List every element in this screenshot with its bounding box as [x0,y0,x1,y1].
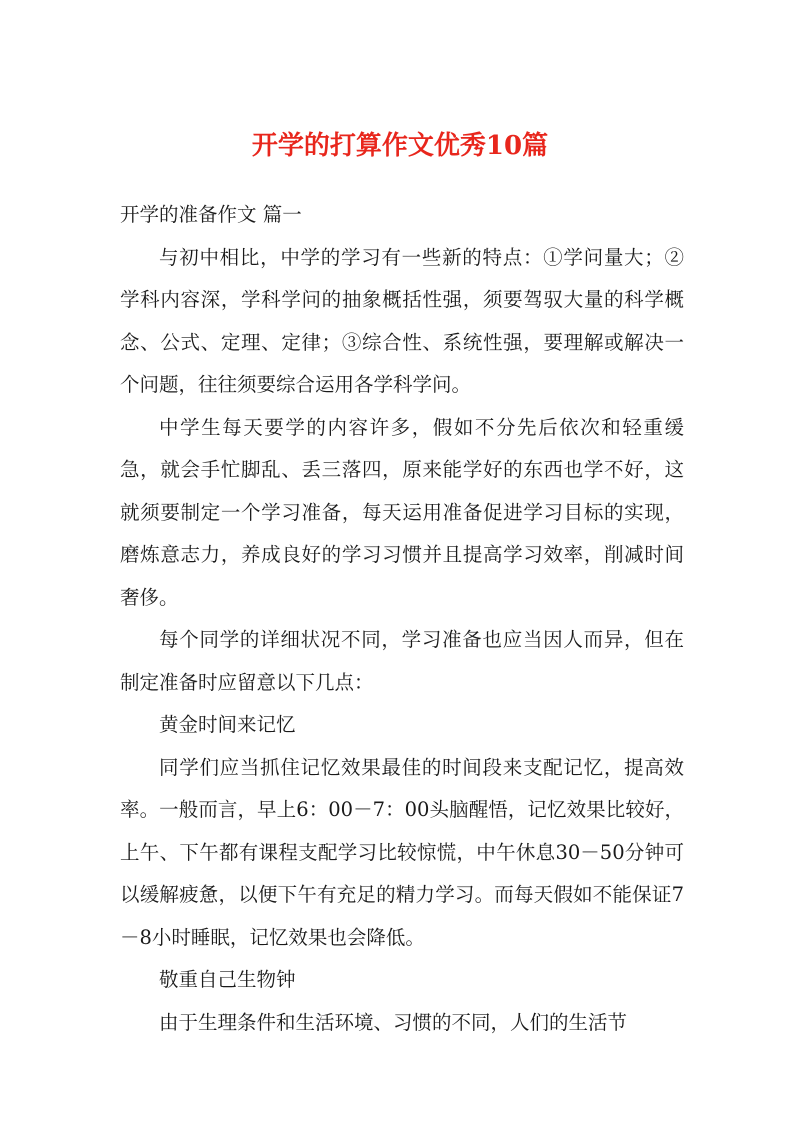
paragraph-rhythm: 由于生理条件和生活环境、习惯的不同，人们的生活节 [159,1010,628,1034]
document-body [120,194,684,1044]
paragraph-notes: 每个同学的详细状况不同，学习准备也应当因人而异，但在制定准备时应留意以下几点： [120,628,684,694]
paragraph-plan: 中学生每天要学的内容许多，假如不分先后依次和轻重缓急，就会手忙脚乱、丢三落四，原来能学好的东西也学不好，这就须要制定一个学习准备，每天运用准备促进学习目标的实现，磨炼意志力，养成良好的学习习惯并且提高学习效率，削减时间奢侈。 [120,415,684,609]
section-title: 开学的准备作文 篇一 [120,203,302,226]
paragraph-memory: 同学们应当抓住记忆效果最佳的时间段来支配记忆，提高效率。一般而言，早上6：00－7：00头脑醒悟，记忆效果比较好，上午、下午都有课程支配学习比较惊慌，中午休息30－50分钟可以缓解疲惫，以便下午有充足的精力学习。而每天假如不能保证7－8小时睡眠，记忆效果也会降低。 [120,755,684,949]
subheading-golden-time: 黄金时间来记忆 [159,713,296,736]
subheading-biological-clock: 敬重自己生物钟 [159,968,296,991]
paragraph-intro: 与初中相比，中学的学习有一些新的特点：①学问量大；②学科内容深，学科学问的抽象概括性强，须要驾驭大量的科学概念、公式、定理、定律；③综合性、系统性强，要理解或解决一个问题，往往须要综合运用各学科学问。 [120,245,684,396]
document-title: 开学的打算作文优秀10篇 [251,131,549,161]
